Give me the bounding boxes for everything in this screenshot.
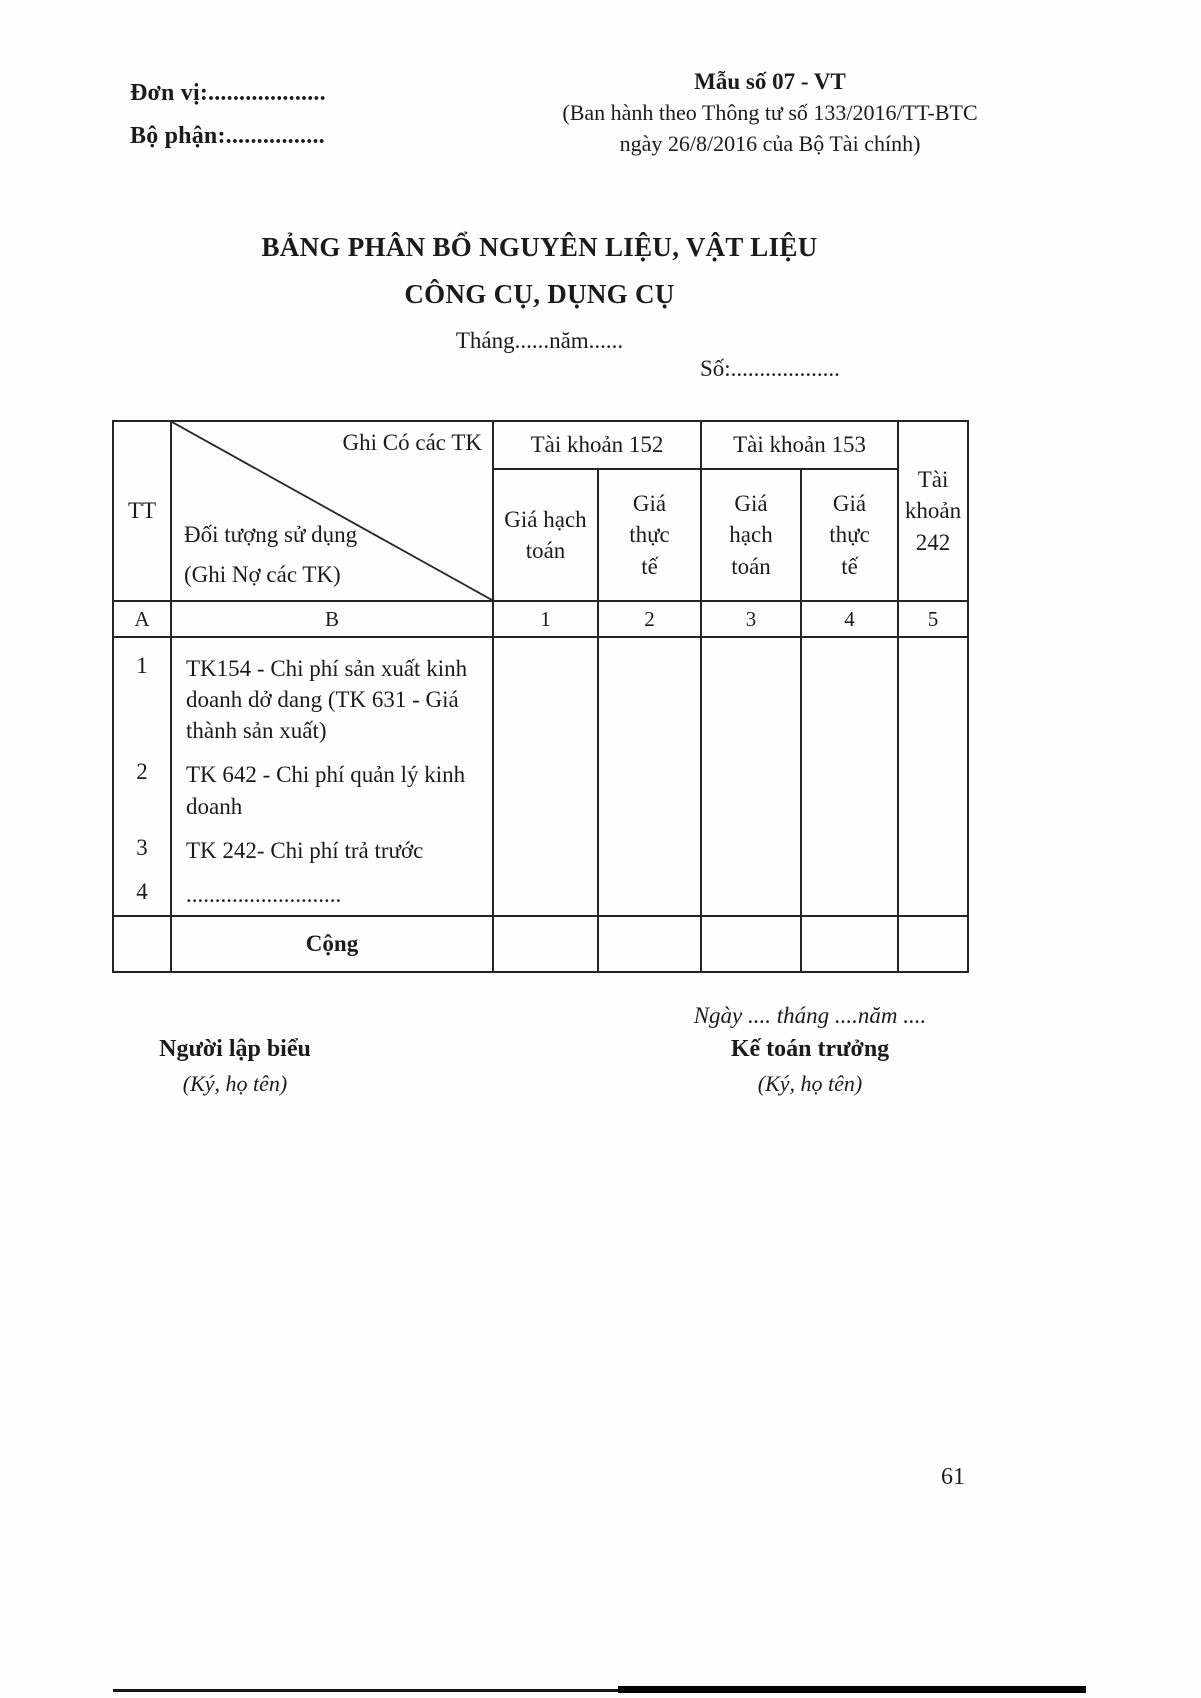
unit-department-block [130, 80, 326, 150]
header-corner-cell [171, 421, 493, 601]
chief-accountant-sign-note: (Ký, họ tên) [757, 1071, 863, 1096]
circular-reference-line2: ngày 26/8/2016 của Bộ Tài chính) [619, 130, 921, 156]
header-account-153: Tài khoản 153 [701, 421, 898, 469]
empty-value-cell [598, 637, 701, 916]
header-actual-price-152: Giá thực tế [598, 469, 701, 601]
empty-value-cell [898, 637, 968, 916]
empty-value-cell [701, 637, 801, 916]
header-account-242 [898, 421, 968, 601]
column-letter-5: 5 [898, 601, 968, 637]
page-number: 61 [941, 1464, 965, 1490]
debit-label-line1: Đối tượng sử dụng [184, 522, 358, 547]
header-account-152: Tài khoản 152 [493, 421, 701, 469]
debit-accounts-label [184, 522, 357, 588]
header-booked-price-152: Giá hạch toán [493, 469, 598, 601]
row-number: 3 [136, 834, 148, 860]
table-header-row-1 [113, 421, 968, 469]
empty-value-cell [898, 916, 968, 972]
column-letter-row [113, 601, 968, 637]
row-number: 2 [136, 759, 148, 785]
period-line: Tháng......năm...... [455, 328, 624, 353]
column-letter-3: 3 [701, 601, 801, 637]
circular-reference-line1: (Ban hành theo Thông tư số 133/2016/TT-BTC [562, 100, 978, 126]
column-letter-a: A [113, 601, 171, 637]
empty-value-cell [493, 916, 598, 972]
scan-artifact-line [618, 1686, 1086, 1693]
body-rows-grid [114, 643, 492, 909]
row-description: TK 642 - Chi phí quản lý kinh doanh [186, 762, 466, 819]
date-line: Ngày .... tháng ....năm .... [693, 1003, 927, 1028]
row-number: 1 [136, 653, 148, 679]
chief-accountant-signature-block [640, 1036, 980, 1097]
unit-label: Đơn vị:................... [130, 80, 326, 106]
document-number: Số:................... [700, 356, 840, 381]
header-booked-price-153: Giá hạch toán [701, 469, 801, 601]
empty-value-cell [801, 916, 898, 972]
total-row [113, 916, 968, 972]
preparer-title: Người lập biểu [159, 1036, 311, 1062]
empty-value-cell [598, 916, 701, 972]
title-block [112, 232, 967, 354]
total-label: Cộng [171, 916, 493, 972]
preparer-signature-block [115, 1036, 355, 1097]
header-actual-price-153: Giá thực tế [801, 469, 898, 601]
header-tt: TT [113, 421, 171, 601]
form-title-line2: CÔNG CỤ, DỤNG CỤ [404, 279, 675, 309]
credit-accounts-label: Ghi Có các TK [342, 430, 482, 455]
row-description: TK154 - Chi phí sản xuất kinh doanh dở dang (TK 631 - Giá thành sản xuất) [186, 656, 468, 744]
allocation-table [112, 420, 969, 973]
row-description: ........................... [186, 881, 342, 907]
preparer-sign-note: (Ký, họ tên) [182, 1071, 288, 1096]
total-tt-cell [113, 916, 171, 972]
column-letter-b: B [171, 601, 493, 637]
empty-value-cell [701, 916, 801, 972]
column-letter-1: 1 [493, 601, 598, 637]
empty-value-cell [801, 637, 898, 916]
empty-value-cell [493, 637, 598, 916]
column-letter-4: 4 [801, 601, 898, 637]
table-body-row [113, 637, 968, 916]
header-account-242-label: Tài khoản 242 [904, 467, 962, 555]
row-number: 4 [136, 878, 148, 904]
debit-label-line2: (Ghi Nợ các TK) [184, 562, 341, 587]
body-descriptions-cell [113, 637, 493, 916]
form-number: Mẫu số 07 - VT [694, 69, 846, 94]
row-description: TK 242- Chi phí trả trước [186, 837, 424, 863]
scan-artifact-line [113, 1689, 618, 1692]
department-label: Bộ phận:................ [130, 123, 325, 149]
column-letter-2: 2 [598, 601, 701, 637]
chief-accountant-title: Kế toán trưởng [730, 1036, 890, 1062]
form-reference-block [510, 66, 1030, 160]
form-title-line1: BẢNG PHÂN BỔ NGUYÊN LIỆU, VẬT LIỆU [261, 232, 818, 262]
